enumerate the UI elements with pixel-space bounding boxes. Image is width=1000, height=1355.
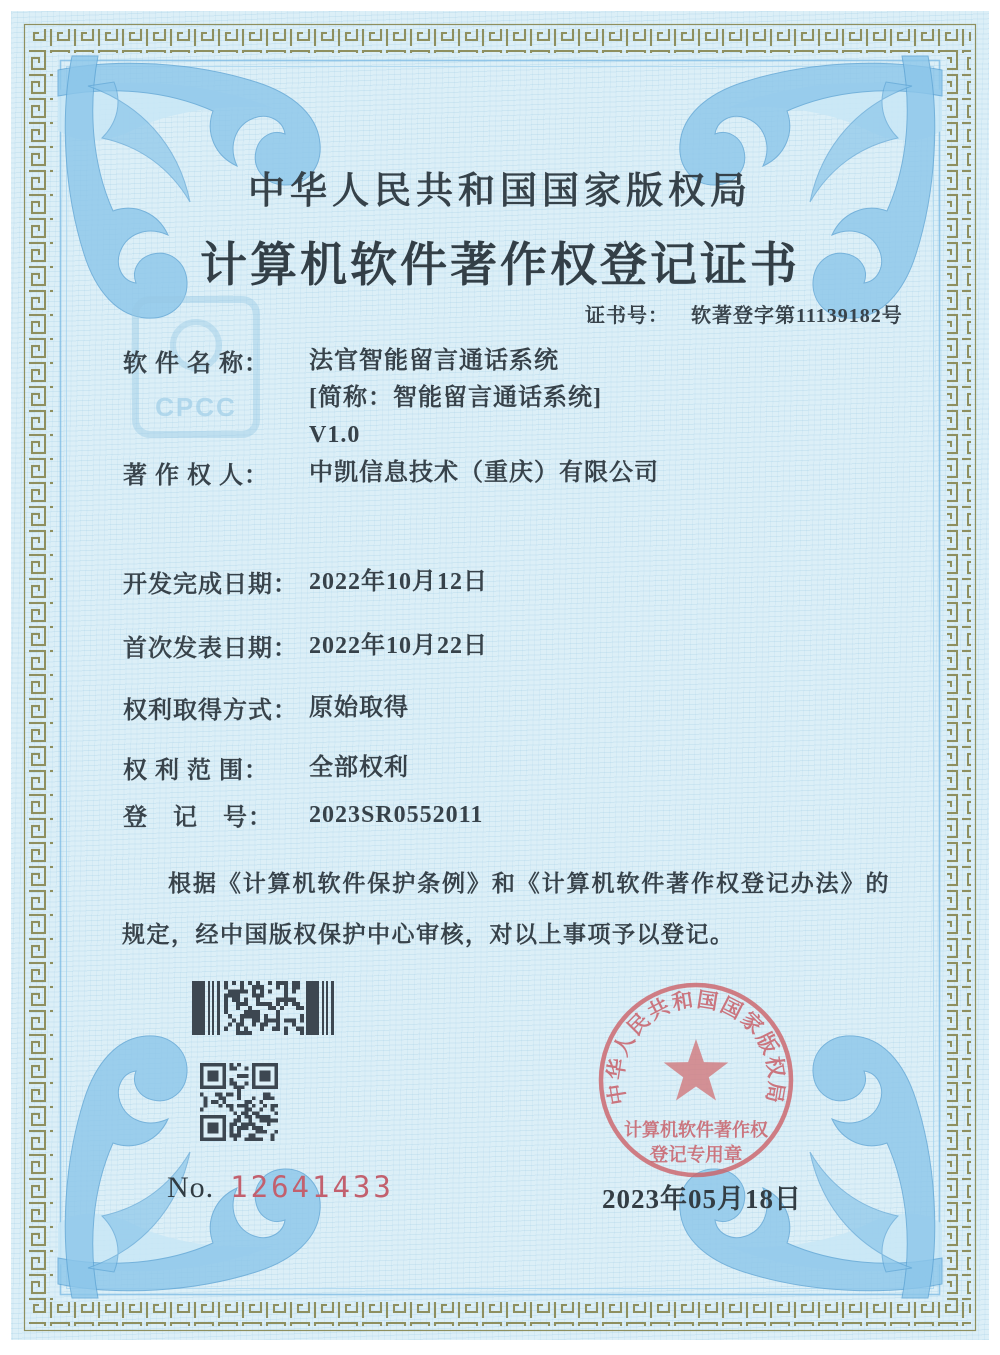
- seal-line2: 登记专用章: [649, 1146, 743, 1166]
- seal-ring-text: 中华人民共和国国家版权局: [603, 987, 789, 1107]
- software-version-line: V1.0: [309, 422, 361, 448]
- certificate-title: 计算机软件著作权登记证书: [200, 240, 800, 292]
- qr-code: [200, 1063, 278, 1141]
- field-value: 2022年10月22日: [309, 633, 488, 659]
- issue-date: 2023年05月18日: [602, 1184, 802, 1214]
- certificate-number: [585, 299, 903, 328]
- seal-line1: 计算机软件著作权: [624, 1120, 768, 1140]
- certificate-number-label: 证书号：: [585, 305, 669, 327]
- star-icon: [664, 1039, 729, 1101]
- field-value: 中凯信息技术（重庆）有限公司: [309, 460, 659, 486]
- field-value: 2023SR0552011: [309, 802, 484, 828]
- serial-number-label: No.: [167, 1171, 215, 1204]
- field-rights-acquisition: [123, 690, 409, 727]
- serial-number: [167, 1170, 394, 1205]
- serial-number-value: 12641433: [230, 1170, 394, 1204]
- cpcc-watermark-text: CPCC: [155, 392, 237, 422]
- certificate-number-value: 软著登字第11139182号: [691, 305, 903, 327]
- field-label: 软 件 名 称：: [123, 351, 269, 377]
- field-value: [309, 343, 602, 454]
- issuing-authority: 中华人民共和国国家版权局: [248, 171, 752, 212]
- field-rights-scope: [123, 750, 409, 787]
- field-label: 首次发表日期：: [123, 636, 298, 662]
- registration-statement: 根据《计算机软件保护条例》和《计算机软件著作权登记办法》的规定，经中国版权保护中心审核，对以上事项予以登记。: [122, 871, 890, 947]
- field-value: 全部权利: [309, 755, 409, 781]
- field-label: 权 利 范 围：: [123, 758, 269, 784]
- field-value: 2022年10月12日: [309, 569, 488, 595]
- software-name-line: 法官智能留言通话系统: [309, 348, 559, 374]
- field-dev-complete-date: [123, 564, 488, 601]
- field-copyright-owner: [123, 455, 659, 492]
- field-label: 登 记 号：: [123, 805, 273, 831]
- official-seal: [580, 964, 812, 1196]
- field-label: 权利取得方式：: [123, 698, 298, 724]
- field-value: 原始取得: [309, 695, 409, 721]
- field-label: 著 作 权 人：: [123, 463, 269, 489]
- field-label: 开发完成日期：: [123, 572, 298, 598]
- field-first-publish-date: [123, 628, 488, 665]
- field-registration-number: [123, 797, 483, 834]
- software-shortname-line: [简称：智能留言通话系统]: [309, 385, 602, 411]
- field-software-name: [123, 343, 602, 454]
- barcode: [192, 981, 337, 1035]
